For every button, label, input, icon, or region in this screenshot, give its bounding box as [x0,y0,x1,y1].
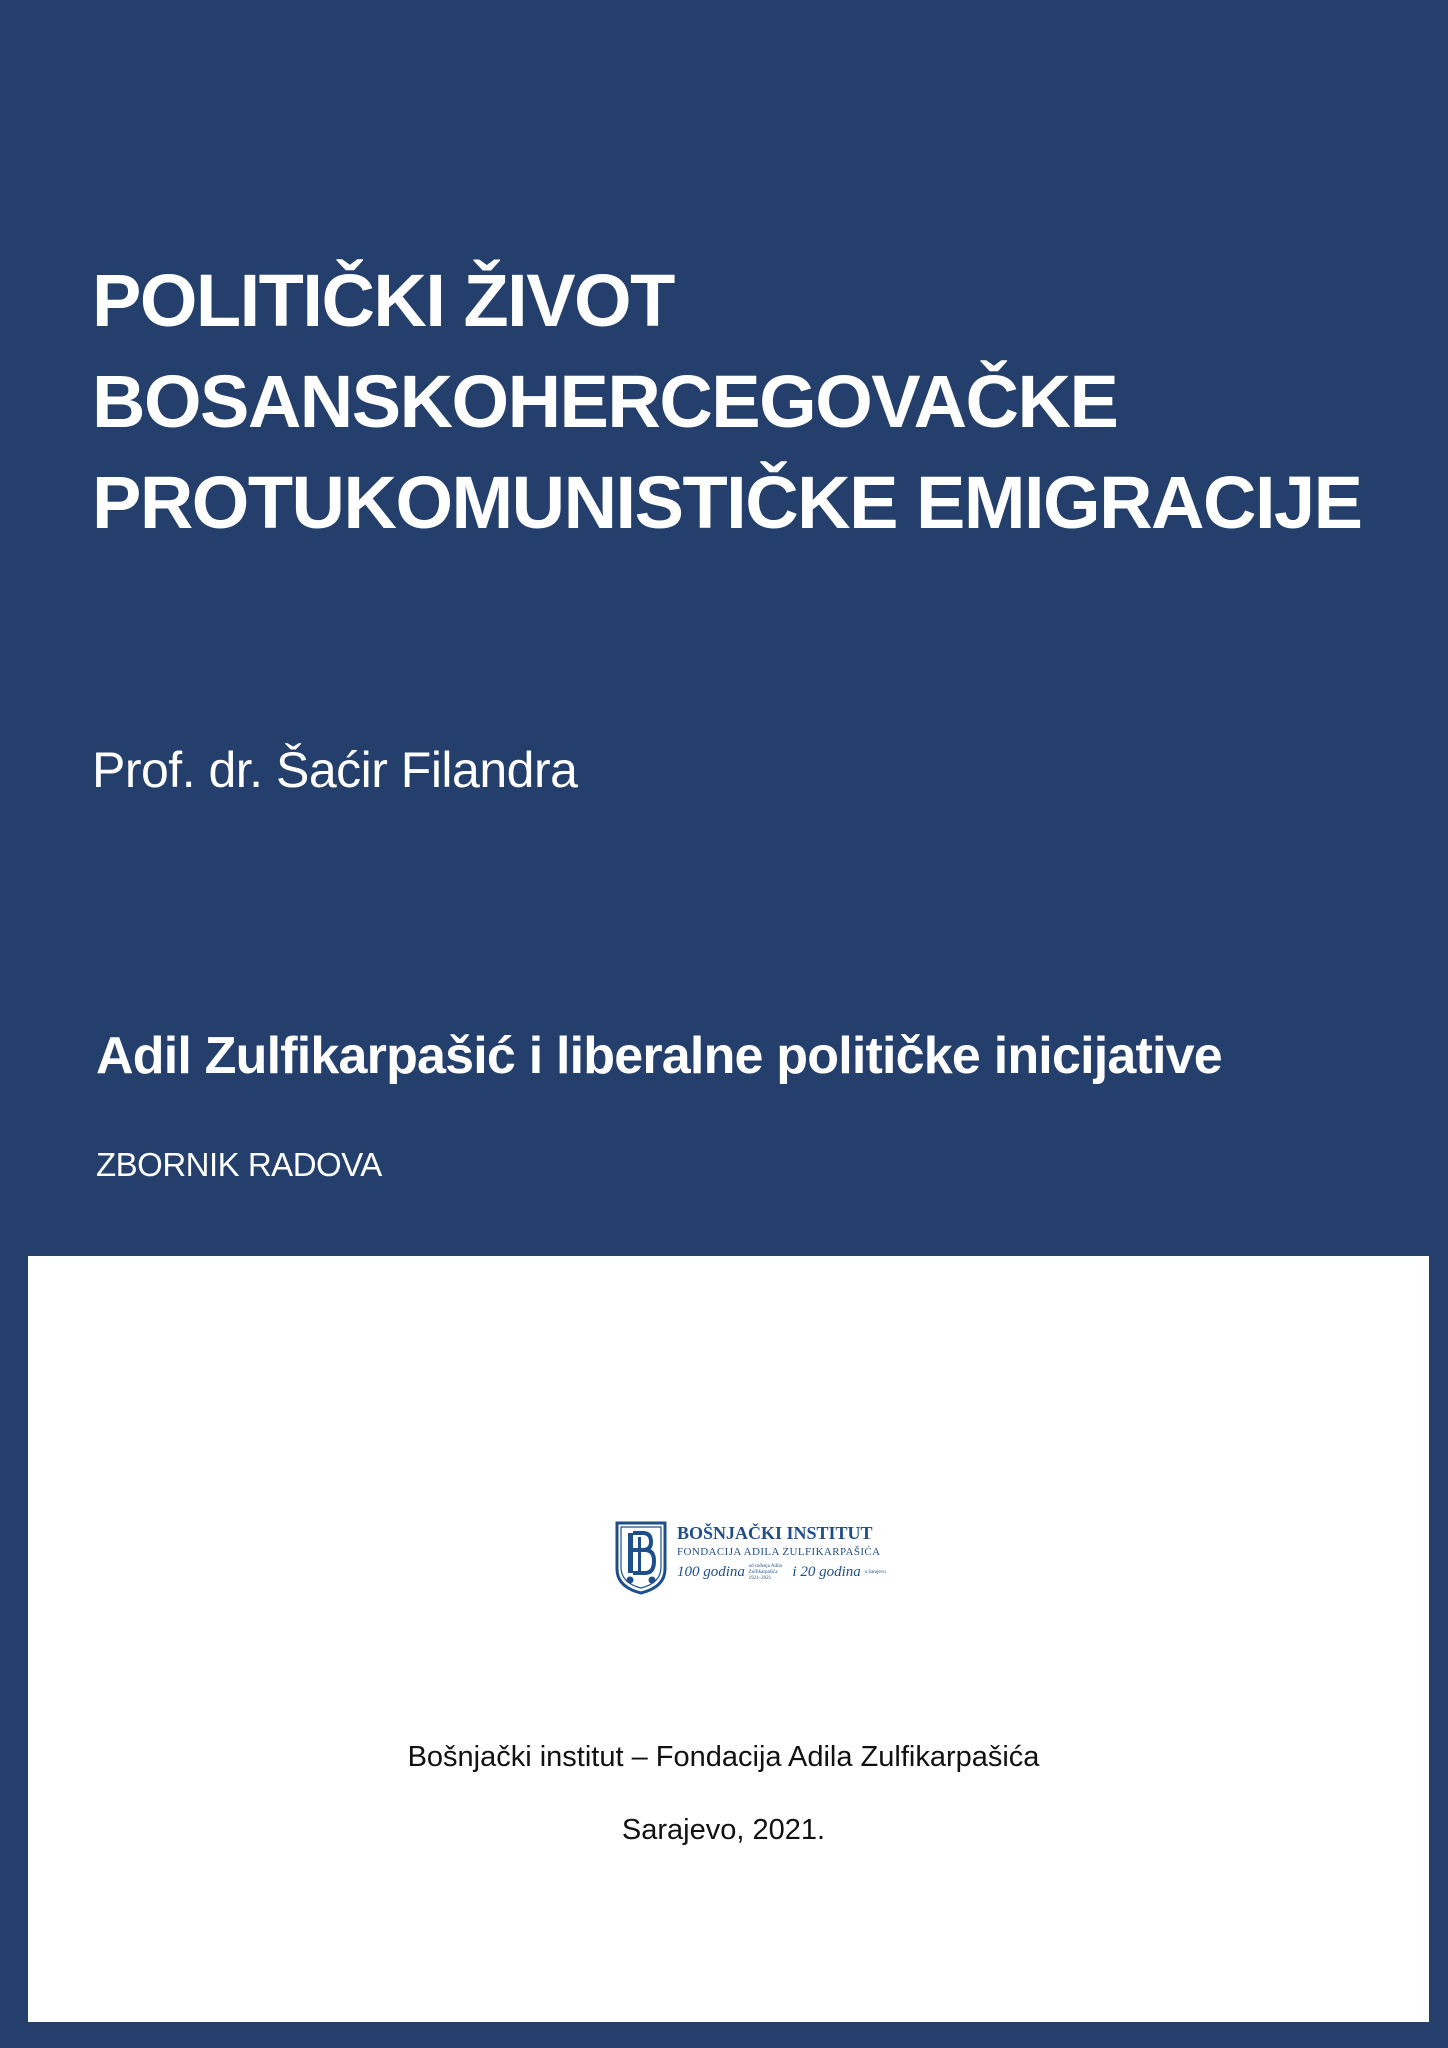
publisher-panel [28,1256,1429,2022]
book-subtitle: Adil Zulfikarpašić i liberalne političke inicijative [96,1027,1222,1085]
title-line: PROTUKOMUNISTIČKE EMIGRACIJE [92,461,1362,544]
publisher-name: Bošnjački institut – Fondacija Adila Zulfikarpašića [407,1741,1040,1773]
logo-years-a-note: od rođenja Adila Zulfikarpašića 1921–2021 [748,1563,782,1581]
logo-years-b: 20 godina [800,1564,861,1580]
logo-institute-name: BOŠNJAČKI INSTITUT [677,1523,873,1543]
title-line: BOSANSKOHERCEGOVAČKE [92,360,1118,443]
logo-foundation-name: FONDACIJA ADILA ZULFIKARPAŠIĆA [677,1546,881,1558]
logo-years-b-note: u Sarajevu [864,1569,886,1575]
logo-years-conj: i [792,1564,797,1580]
publication-type: ZBORNIK RADOVA [96,1146,382,1183]
institute-logo [611,1517,931,1597]
publication-place-year: Sarajevo, 2021. [621,1814,826,1846]
book-title [92,250,1362,553]
logo-years-a: 100 godina [677,1564,745,1580]
title-line: POLITIČKI ŽIVOT [92,259,674,342]
logo-anniversary [677,1563,905,1582]
institute-emblem-icon [611,1517,671,1597]
author-name: Prof. dr. Šaćir Filandra [92,742,578,798]
